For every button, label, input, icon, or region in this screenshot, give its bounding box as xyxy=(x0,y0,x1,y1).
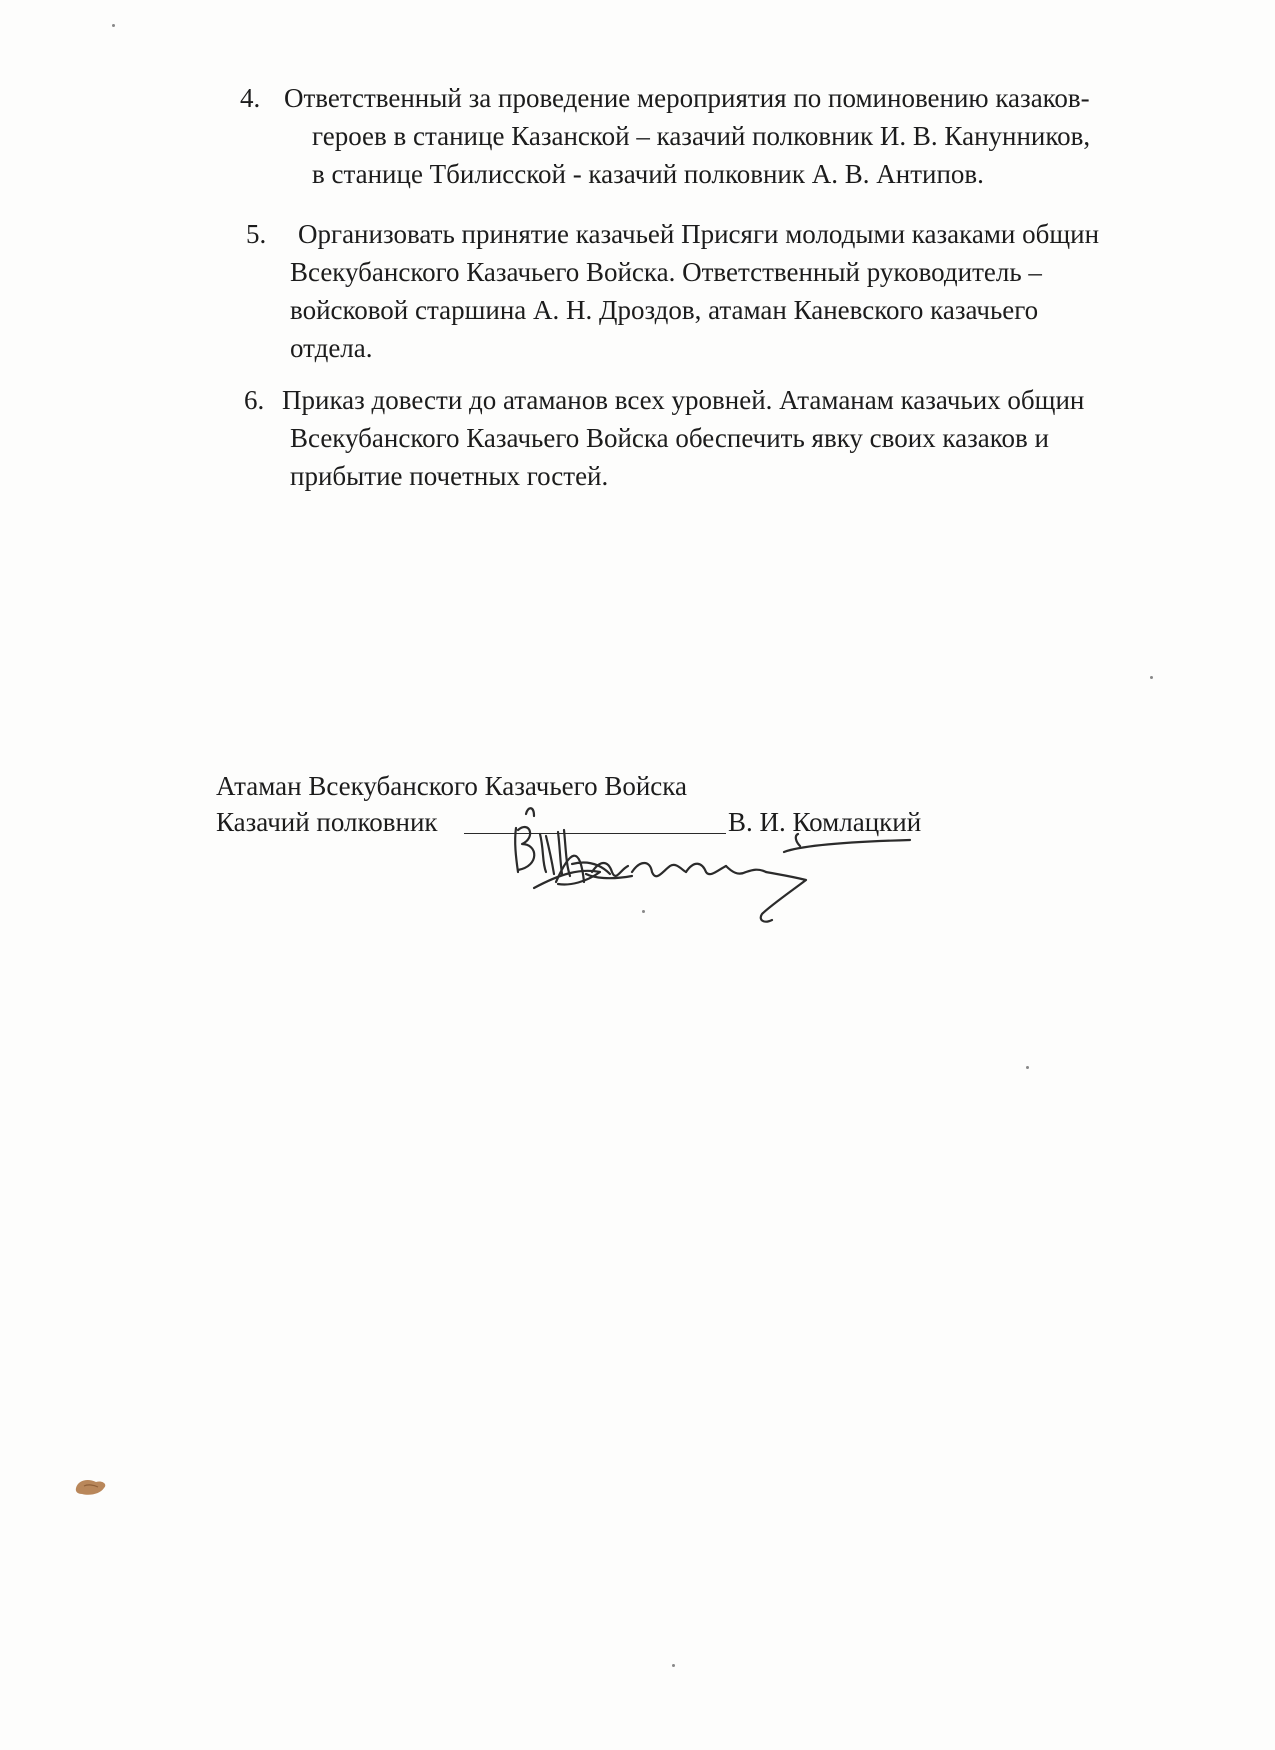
signatory-title: Атаман Всекубанского Казачьего Войска xyxy=(216,771,687,801)
item-number: 6. xyxy=(244,385,265,415)
handwritten-signature xyxy=(500,790,940,930)
item-line: Организовать принятие казачьей Присяги молодыми казаками общин xyxy=(298,219,1100,249)
item-line: Приказ довести до атаманов всех уровней. Атаманам казачьих общин xyxy=(282,385,1085,415)
list-item-4 xyxy=(240,82,1160,192)
item-number: 5. xyxy=(246,219,267,249)
paper-speck xyxy=(672,1664,675,1667)
paper-speck xyxy=(1150,676,1153,679)
item-line: героев в станице Казанской – казачий полковник И. В. Канунников, xyxy=(312,121,1091,151)
item-line: в станице Тбилисской - казачий полковник А. В. Антипов. xyxy=(312,159,984,189)
list-item-6 xyxy=(244,384,1174,494)
item-line: отдела. xyxy=(290,333,373,363)
signatory-name: В. И. Комлацкий xyxy=(728,807,922,837)
signatory-rank: Казачий полковник xyxy=(216,807,438,837)
paper-speck xyxy=(112,24,115,27)
item-line: войсковой старшина А. Н. Дроздов, атаман Каневского казачьего xyxy=(290,295,1039,325)
paper-speck xyxy=(1026,1066,1029,1069)
list-item-5 xyxy=(246,218,1176,368)
item-line: Всекубанского Казачьего Войска обеспечить явку своих казаков и xyxy=(290,423,1049,453)
item-number: 4. xyxy=(240,83,261,113)
paper-speck xyxy=(642,910,645,913)
item-line: Всекубанского Казачьего Войска. Ответственный руководитель – xyxy=(290,257,1042,287)
item-line: Ответственный за проведение мероприятия по поминовению казаков- xyxy=(284,83,1090,113)
item-line: прибытие почетных гостей. xyxy=(290,461,609,491)
paper-stain xyxy=(74,1476,108,1496)
